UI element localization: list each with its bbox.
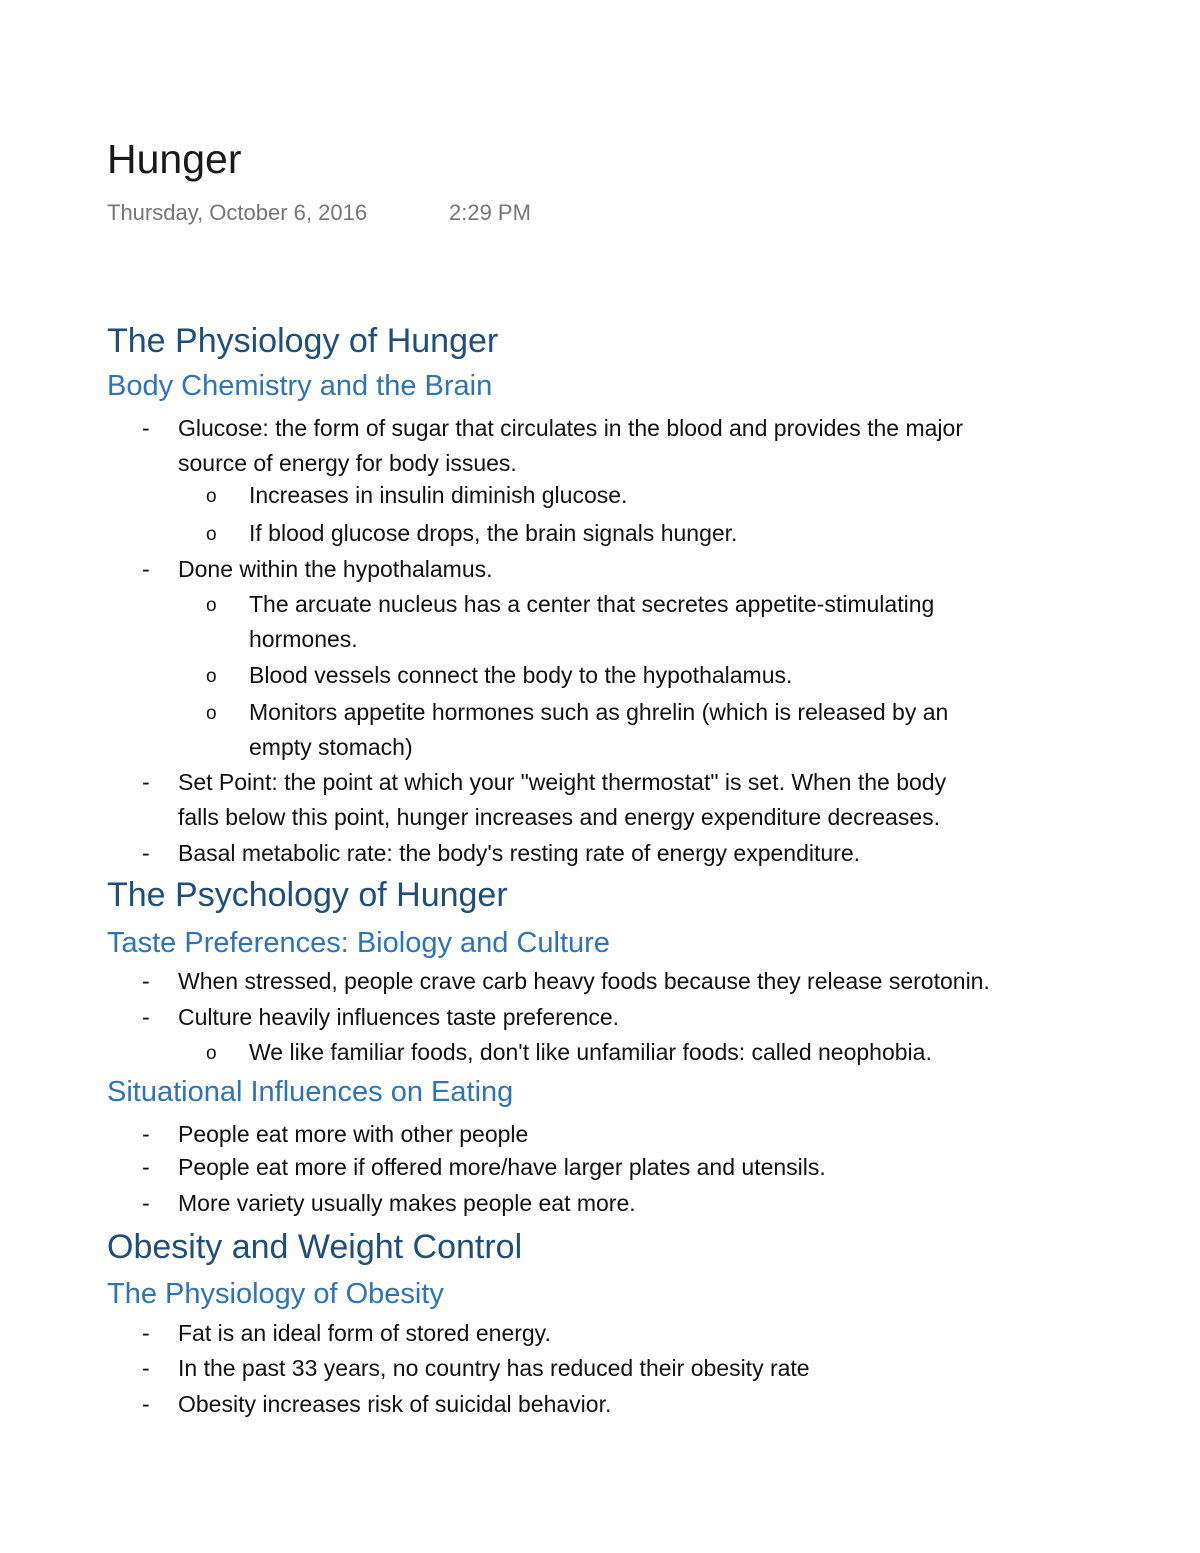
list-item-continuation: falls below this point, hunger increases and energy expenditure decreases. <box>178 804 941 830</box>
section-heading: Obesity and Weight Control <box>107 1228 523 1266</box>
section-heading: The Physiology of Hunger <box>107 322 499 360</box>
bullet-dash: - <box>142 556 150 582</box>
bullet-dash: - <box>142 769 150 795</box>
bullet-dash: - <box>142 1004 150 1030</box>
list-subitem-continuation: hormones. <box>249 626 358 652</box>
list-subitem: Increases in insulin diminish glucose. <box>249 482 628 508</box>
note-time: 2:29 PM <box>449 200 531 225</box>
bullet-dash: - <box>142 1320 150 1346</box>
list-item: In the past 33 years, no country has reduced their obesity rate <box>178 1355 810 1381</box>
bullet-dash: - <box>142 1355 150 1381</box>
subsection-heading: Taste Preferences: Biology and Culture <box>107 927 610 959</box>
bullet-dash: - <box>142 840 150 866</box>
bullet-dash: - <box>142 415 150 441</box>
bullet-circle: o <box>206 703 217 724</box>
bullet-dash: - <box>142 1190 150 1216</box>
list-item-continuation: source of energy for body issues. <box>178 450 517 476</box>
list-item: Culture heavily influences taste preference. <box>178 1004 620 1030</box>
list-subitem: We like familiar foods, don't like unfamiliar foods: called neophobia. <box>249 1039 932 1065</box>
bullet-dash: - <box>142 1154 150 1180</box>
bullet-circle: o <box>206 524 217 545</box>
list-item: More variety usually makes people eat more. <box>178 1190 636 1216</box>
list-subitem: Blood vessels connect the body to the hypothalamus. <box>249 662 793 688</box>
list-subitem: The arcuate nucleus has a center that secretes appetite-stimulating <box>249 591 935 617</box>
note-date: Thursday, October 6, 2016 <box>107 200 368 225</box>
bullet-circle: o <box>206 595 217 616</box>
bullet-circle: o <box>206 486 217 507</box>
list-item: Glucose: the form of sugar that circulates in the blood and provides the major <box>178 415 963 441</box>
bullet-dash: - <box>142 968 150 994</box>
section-heading: The Psychology of Hunger <box>107 876 508 914</box>
subsection-heading: Situational Influences on Eating <box>107 1076 514 1108</box>
bullet-dash: - <box>142 1391 150 1417</box>
bullet-dash: - <box>142 1121 150 1147</box>
list-subitem: Monitors appetite hormones such as ghrelin (which is released by an <box>249 699 949 725</box>
subsection-heading: Body Chemistry and the Brain <box>107 370 493 402</box>
list-subitem-continuation: empty stomach) <box>249 734 413 760</box>
list-item: Obesity increases risk of suicidal behavior. <box>178 1391 612 1417</box>
list-item: People eat more with other people <box>178 1121 529 1147</box>
bullet-circle: o <box>206 666 217 687</box>
list-item: When stressed, people crave carb heavy foods because they release serotonin. <box>178 968 990 994</box>
list-item: People eat more if offered more/have larger plates and utensils. <box>178 1154 826 1180</box>
list-item: Basal metabolic rate: the body's resting rate of energy expenditure. <box>178 840 861 866</box>
list-item: Set Point: the point at which your "weight thermostat" is set. When the body <box>178 769 947 795</box>
list-subitem: If blood glucose drops, the brain signals hunger. <box>249 520 738 546</box>
list-item: Done within the hypothalamus. <box>178 556 493 582</box>
page-title: Hunger <box>107 136 242 182</box>
bullet-circle: o <box>206 1043 217 1064</box>
subsection-heading: The Physiology of Obesity <box>107 1278 444 1310</box>
list-item: Fat is an ideal form of stored energy. <box>178 1320 551 1346</box>
